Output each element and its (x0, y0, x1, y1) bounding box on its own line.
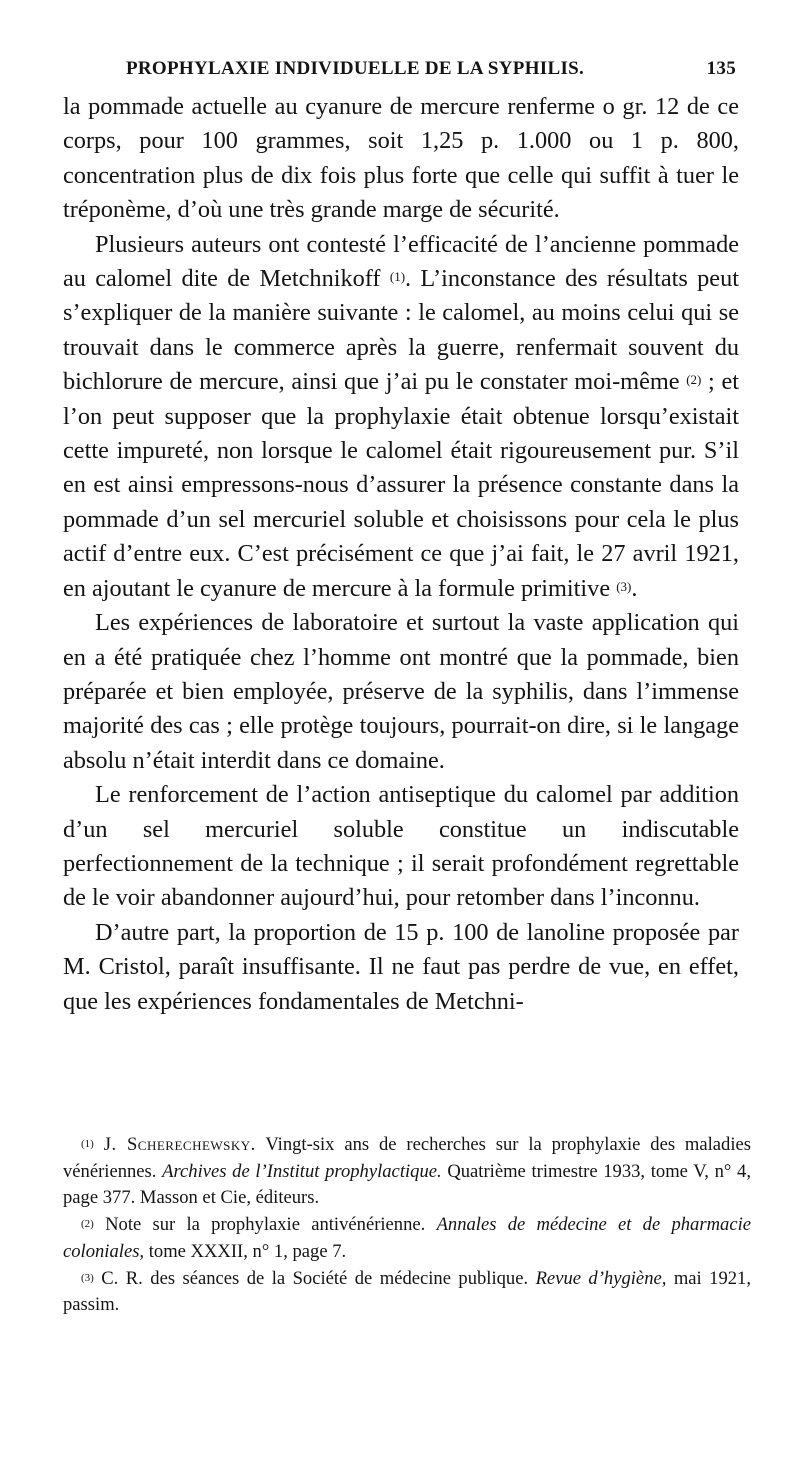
paragraph-text: ; et l’on peut supposer que la prophylaxie était obtenue lorsqu’existait cette impureté, non lorsque le calomel était rigoureusement pur. S’il en est ainsi empressons-nous d’assurer la présence constante dans la pommade d’un sel mercuriel soluble et choisissons pour cela le plus actif d’entre eux. C’est précisément ce que j’ai fait, le 27 avril 1921, en ajoutant le cyanure de mercure à la formule primitive (63, 368, 739, 602)
footnote-author: J. Scherechewsky. (103, 1134, 256, 1155)
footnote-ref-2[interactable]: (2) (686, 372, 702, 388)
running-head (126, 58, 736, 88)
paragraph-text: la pommade actuelle au cyanure de mercure renferme o gr. 12 de ce corps, pour 100 grammes, soit 1,25 p. 1.000 ou 1 p. 800, concentration plus de dix fois plus forte que celle qui suffit à tuer le tréponème, d’où une très grande marge de sécurité. (63, 93, 739, 224)
footnote-text: C. R. des séances de la Société de médecine publique. (101, 1267, 536, 1289)
running-title: PROPHYLAXIE INDIVIDUELLE DE LA SYPHILIS. (126, 58, 585, 79)
footnote-text: Note sur la prophylaxie antivénérienne. (105, 1214, 437, 1236)
footnote-2 (63, 1212, 751, 1265)
paragraph-2 (63, 228, 739, 606)
footnote-journal: Archives de l’Institut prophylactique. (162, 1160, 442, 1182)
paragraph-text: Le renforcement de l’action antiseptique du calomel par addition d’un sel mercuriel soluble constitue un indiscutable perfectionnement de la technique ; il serait profondément regrettable de le voir abandonner aujourd’hui, pour retomber dans l’inconnu. (63, 781, 739, 912)
paragraph-text: D’autre part, la proportion de 15 p. 100 de lanoline proposée par M. Cristol, paraît insuffisante. Il ne faut pas perdre de vue, en effet, que les expériences fondamentales de Metchni- (63, 918, 739, 1015)
paragraph-text: Plusieurs auteurs ont contesté l’efficacité de l’ancienne pommade au calomel dite de Metchnikoff (63, 230, 739, 293)
footnote-text: Vingt-six ans de recherches sur la prophylaxie des maladies vénériennes. (63, 1134, 751, 1182)
footnote-3 (63, 1266, 751, 1319)
paragraph-text: . L’inconstance des résultats peut s’expliquer de la manière suivante : le calomel, au moins celui qui se trouvait dans le commerce après la guerre, renfermait souvent du bichlorure de mercure, ainsi que j’ai pu le constater moi-même (63, 265, 739, 396)
footnote-text: mai 1921, passim. (63, 1267, 751, 1316)
footnotes (63, 1132, 751, 1319)
footnote-journal: Annales de médecine et de pharmacie coloniales, (63, 1214, 751, 1262)
body-text (63, 90, 739, 1019)
footnote-journal: Revue d’hygiène, (535, 1267, 667, 1289)
paragraph-5 (63, 916, 739, 1019)
footnote-ref-3[interactable]: (3) (616, 578, 632, 594)
footnote-1 (63, 1132, 751, 1212)
footnote-mark: (3) (81, 1271, 94, 1284)
footnote-ref-1[interactable]: (1) (389, 269, 406, 285)
footnote-text: Quatrième trimestre 1933, tome V, n° 4, page 377. Masson et Cie, éditeurs. (63, 1160, 751, 1209)
footnote-mark: (2) (81, 1218, 94, 1231)
paragraph-1 (63, 90, 739, 228)
paragraph-4 (63, 778, 739, 916)
footnote-mark: (1) (81, 1138, 94, 1150)
paragraph-3 (63, 606, 739, 778)
page-number: 135 (706, 58, 736, 79)
paragraph-text: Les expériences de laboratoire et surtout la vaste application qui en a été pratiquée chez l’homme ont montré que la pommade, bien préparée et bien employée, préserve de la syphilis, dans l’immense majorité des cas ; elle protège toujours, pourrait-on dire, si le langage absolu n’était interdit dans ce domaine. (63, 609, 739, 774)
footnote-text: tome XXXII, n° 1, page 7. (144, 1240, 347, 1262)
paragraph-text: . (631, 574, 638, 602)
